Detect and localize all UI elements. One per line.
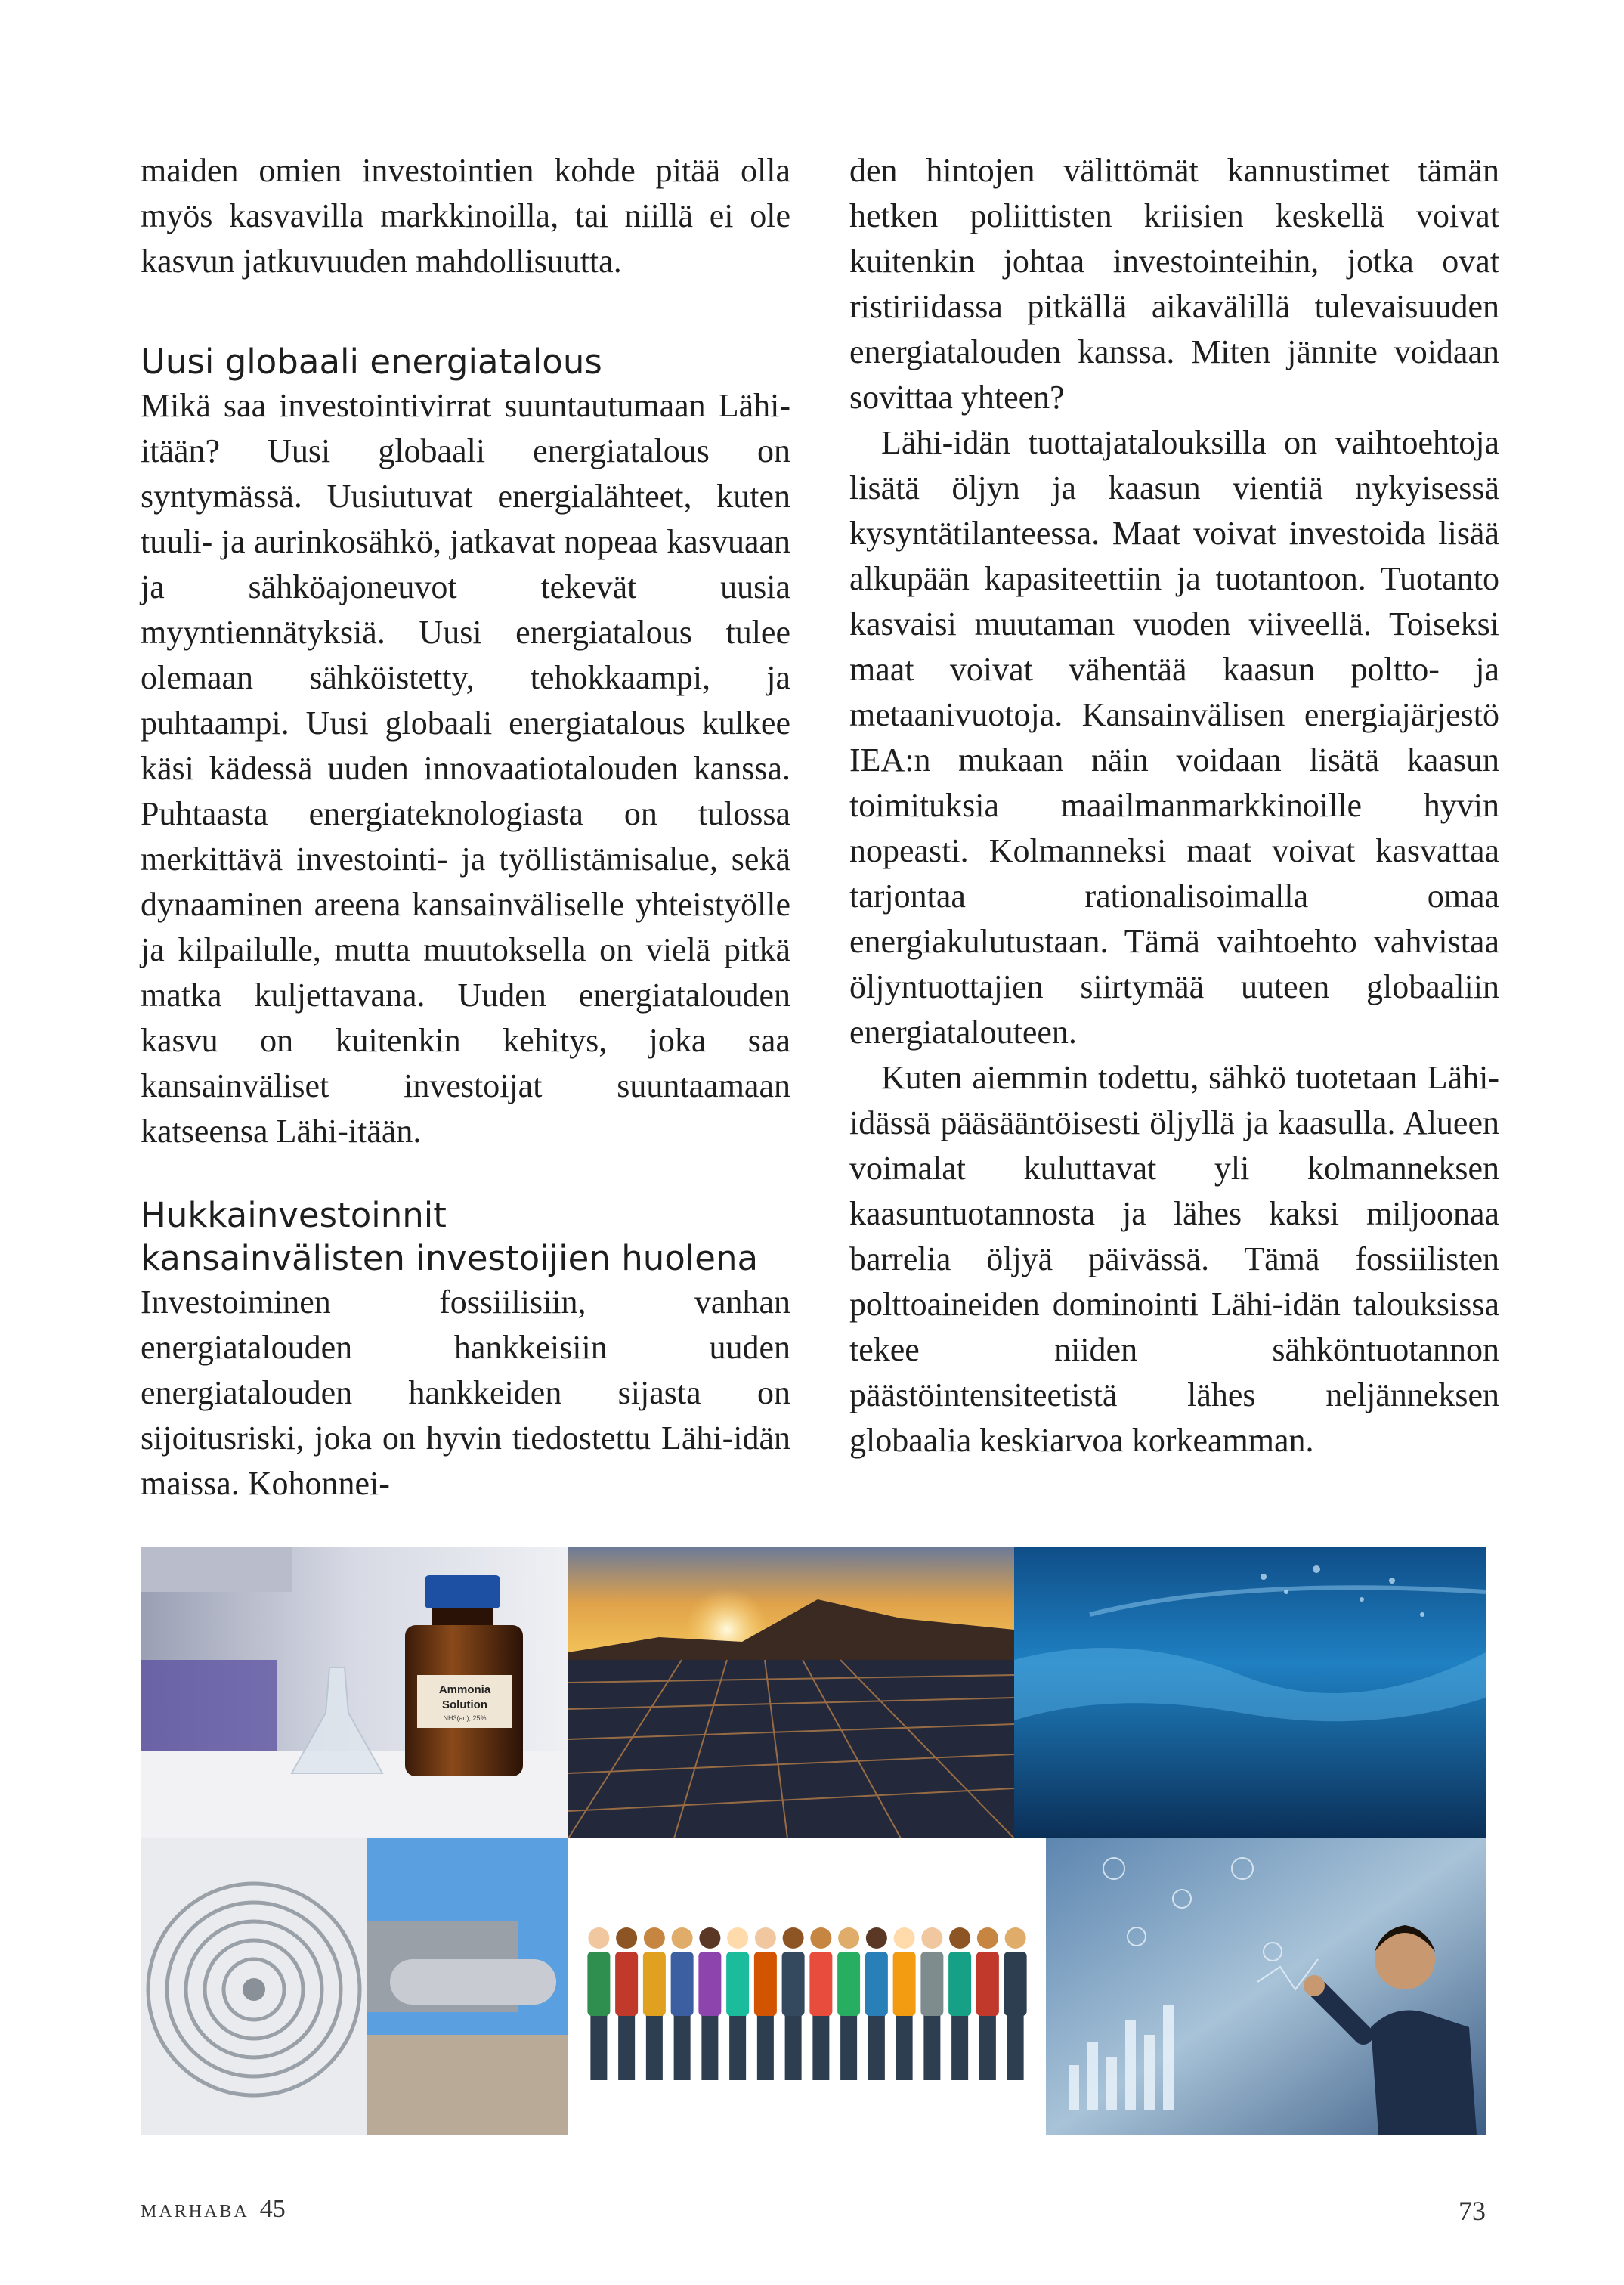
paragraph: Investoiminen fossiilisiin, vanhan energiatalouden hankkeisiin uuden energiatalouden hankkeiden sijasta on sijoitusriski, joka on hyvin tiedostettu Lähi-idän maissa. Kohonnei- — [141, 1283, 790, 1502]
magazine-name: MARHABA — [141, 2202, 249, 2222]
left-text-column — [141, 148, 790, 1506]
ammonia-lab-photo — [141, 1547, 568, 1838]
air-conditioner-unit-photo — [141, 1838, 568, 2135]
paragraph: Lähi-idän tuottajatalouksilla on vaihtoehtoja lisätä öljyn ja kaasun vientiä nykyisessä kysyntätilanteessa. Maat voivat investoida lisää alkupään kapasiteettiin ja tuotantoon. Tuotanto kasvaisi muutaman vuoden viiveellä. Toiseksi maat voivat vähentää kaasun poltto- ja metaanivuotoja. Kansainvälisen energiajärjestö IEA:n mukaan näin voidaan lisätä kaasun toimituksia maailmanmarkkinoille hyvin nopeasti. Kolmanneksi maat voivat kasvattaa tarjontaa rationalisoimalla omaa energiakulutustaan. Tämä vaihtoehto vahvistaa öljyntuottajien siirtymää uuteen globaaliin energiatalouteen. — [849, 424, 1499, 1051]
bottle-label-text: Solution — [442, 1698, 487, 1711]
solar-farm-sunset-photo — [568, 1547, 1014, 1838]
ocean-water-photo — [1014, 1547, 1486, 1838]
right-text-column — [849, 148, 1499, 1463]
bottle-label-text: NH3(aq), 25% — [443, 1714, 487, 1722]
magazine-footer — [141, 2195, 286, 2224]
page-number: 73 — [1459, 2196, 1486, 2226]
section-heading-line: Hukkainvestoinnit — [141, 1195, 447, 1235]
businessman-digital-interface-photo — [1046, 1838, 1486, 2135]
section-heading-line: kansainvälisten investoijien huolena — [141, 1238, 759, 1278]
paragraph: Mikä saa investointivirrat suuntautumaan Lähi-itään? Uusi globaali energiatalous on syntymässä. Uusiutuvat energialähteet, kuten tuuli- ja aurinkosähkö, jatkavat nopeaa kasvuaan ja sähköajoneuvot tekevät uusia myyntiennätyksiä. Uusi energiatalous tulee olemaan sähköistetty, tehokkaampi, ja puhtaampi. Uusi globaali energiatalous kulkee käsi kädessä uuden innovaatiotalouden kanssa. Puhtaasta energiateknologiasta on tulossa merkittävä investointi- ja työllistämisalue, sekä dynaaminen areena kansainväliselle yhteistyölle ja kilpailulle, mutta muutoksella on vielä pitkä matka kuljettavana. Uuden energiatalouden kasvu on kuitenkin kehitys, joka saa kansainväliset investoijat suuntaamaan katseensa Lähi-itään. — [141, 387, 790, 1150]
paragraph: den hintojen välittömät kannustimet tämän hetken poliittisten kriisien keskellä voivat kuitenkin johtaa investointeihin, jotka ovat ristiriidassa pitkällä aikavälillä tulevaisuuden energiatalouden kanssa. Miten jännite voidaan sovittaa yhteen? — [849, 152, 1499, 416]
section-heading: Uusi globaali energiatalous — [141, 342, 602, 382]
bottle-label-text: Ammonia — [438, 1683, 491, 1696]
paragraph: Kuten aiemmin todettu, sähkö tuotetaan Lähi-idässä pääsääntöisesti öljyllä ja kaasulla. Alueen voimalat kuluttavat yli kolmanneksen kaasuntuotannosta ja lähes kaksi miljoonaa barrelia öljyä päivässä. Tämä fossiilisten polttoaineiden dominointi Lähi-idän talouksissa tekee niiden sähköntuotannon päästöintensiteetistä lähes neljänneksen globaalia keskiarvoa korkeamman. — [849, 1059, 1499, 1459]
diverse-workers-illustration — [568, 1838, 1046, 2135]
paragraph: maiden omien investointien kohde pitää olla myös kasvavilla markkinoilla, tai niillä ei ole kasvun jatkuvuuden mahdollisuutta. — [141, 152, 790, 280]
issue-number: 45 — [259, 2195, 286, 2223]
section-heading — [141, 1194, 790, 1280]
